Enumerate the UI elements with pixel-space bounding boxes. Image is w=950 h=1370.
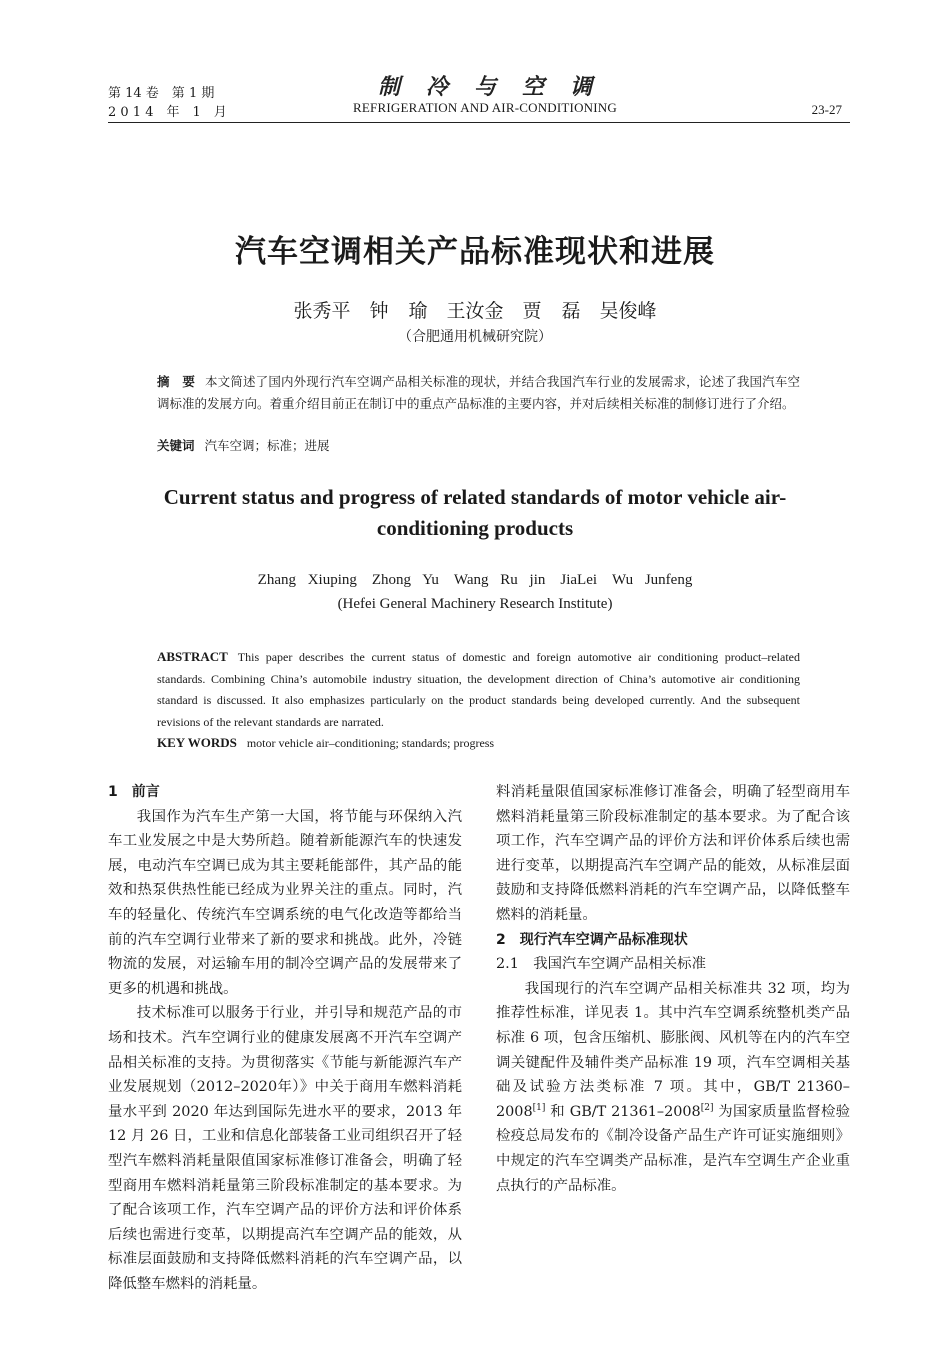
abstract-en-label: ABSTRACT — [157, 649, 228, 664]
keywords-cn-label: 关键词 — [157, 438, 195, 453]
citation-ref[interactable]: [2] — [700, 1102, 714, 1113]
affiliation-cn: （合肥通用机械研究院） — [398, 329, 552, 345]
keywords-en-label: KEY WORDS — [157, 735, 237, 750]
citation-ref[interactable]: [1] — [532, 1102, 546, 1113]
body-text: 和 GB/T 21361–2008 — [545, 1103, 701, 1120]
authors-en: Zhang Xiuping Zhong Yu Wang Ru jin JiaLei Wu Junfeng — [257, 572, 693, 588]
body-text: 为国家质量监督检验检疫总局发布的《制冷设备产品生产许可证实施细则》中规定的汽车空调类产品标准，是汽车空调生产企业重点执行的产品标准。 — [496, 1103, 850, 1194]
volume-issue: 第 14 卷 第 1 期 — [108, 86, 215, 101]
journal-masthead — [300, 74, 670, 116]
affiliation-en: (Hefei General Machinery Research Institute) — [337, 596, 613, 612]
keywords-cn — [157, 436, 330, 454]
body-paragraph: 技术标准可以服务于行业，并引导和规范产品的市场和技术。汽车空调行业的健康发展离不开汽车空调产品相关标准的支持。为贯彻落实《节能与新能源汽车产业发展规划（2012–2020年）》中关于商用车燃料消耗量水平到 2020 年达到国际先进水平的要求，2013 年 12 月 26 日，工业和信息化部装备工业司组织召开了轻型汽车燃料消耗量限值国家标准修订准备会，明确了轻型商用车燃料消耗量第三阶段标准制定的基本要求。为了配合该项工作，汽车空调产品的评价方法和评价体系后续也需进行变革，以期提高汽车空调产品的能效，从标准层面鼓励和支持降低燃料消耗的汽车空调产品，以降低整车燃料的消耗量。 — [108, 1005, 462, 1292]
header-divider — [108, 122, 850, 123]
abstract-cn-label: 摘 要 — [157, 374, 195, 389]
paper-title-cn: 汽车空调相关产品标准现状和进展 — [235, 234, 715, 270]
subsection-heading: 2.1 我国汽车空调产品相关标准 — [496, 956, 706, 973]
authors-cn: 张秀平 钟 瑜 王汝金 贾 磊 吴俊峰 — [293, 300, 657, 322]
journal-name-en: REFRIGERATION AND AIR-CONDITIONING — [353, 100, 617, 115]
body-paragraph-continued: 料消耗量限值国家标准修订准备会，明确了轻型商用车燃料消耗量第三阶段标准制定的基本要求。为了配合该项工作，汽车空调产品的评价方法和评价体系后续也需进行变革，以期提高汽车空调产品的能效，从标准层面鼓励和支持降低燃料消耗的汽车空调产品，以降低整车燃料的消耗量。 — [496, 784, 850, 923]
section-heading: 1 前言 — [108, 784, 160, 800]
page-range: 23-27 — [811, 102, 842, 117]
issue-date: 2 0 1 4 年 1 月 — [108, 105, 227, 120]
paper-title-en: Current status and progress of related standards of motor vehicle air-conditioning products — [163, 485, 787, 540]
body-paragraph — [496, 977, 850, 1198]
keywords-en — [157, 735, 494, 751]
keywords-en-text: motor vehicle air–conditioning; standards; progress — [246, 736, 495, 750]
section-heading: 2 现行汽车空调产品标准现状 — [496, 931, 688, 948]
journal-logo-cn: 制冷与空调 — [377, 74, 618, 100]
body-column-right — [496, 780, 850, 1198]
abstract-cn-text: 本文简述了国内外现行汽车空调产品相关标准的现状，并结合我国汽车行业的发展需求，论述了我国汽车空调标准的发展方向。着重介绍目前正在制订中的重点产品标准的主要内容，并对后续相关标准的制修订进行了介绍。 — [157, 374, 800, 411]
abstract-en-text: This paper describes the current status of domestic and foreign automotive air conditioning product–related standards. Combining China’s automobile industry situation, the development direction of China’s automotive air conditioning standard is discussed. It also emphasizes particularly on the product standards being developed currently. And the subsequent revisions of the relevant standards are narrated. — [157, 650, 800, 729]
keywords-cn-text: 汽车空调；标准；进展 — [204, 438, 330, 453]
journal-issue-info — [108, 84, 227, 122]
body-column-left — [108, 780, 462, 1370]
abstract-en — [157, 646, 800, 733]
abstract-cn — [157, 371, 800, 414]
body-paragraph: 我国作为汽车生产第一大国，将节能与环保纳入汽车工业发展之中是大势所趋。随着新能源汽车的快速发展，电动汽车空调已成为其主要耗能部件，其产品的能效和热泵供热性能已经成为业界关注的重点。同时，汽车的轻量化、传统汽车空调系统的电气化改造等都给当前的汽车空调行业带来了新的要求和挑战。此外，冷链物流的发展，对运输车用的制冷空调产品的发展带来了更多的机遇和挑战。 — [108, 808, 462, 997]
body-text: 我国现行的汽车空调产品相关标准共 32 项，均为推荐性标准，详见表 1。其中汽车空调系统整机类产品标准 6 项，包含压缩机、膨胀阀、风机等在内的汽车空调关键配件及辅件类产品标准 19 项，汽车空调相关基础及试验方法类标准 7 项。其中，GB/T 21360–2008 — [496, 980, 850, 1120]
